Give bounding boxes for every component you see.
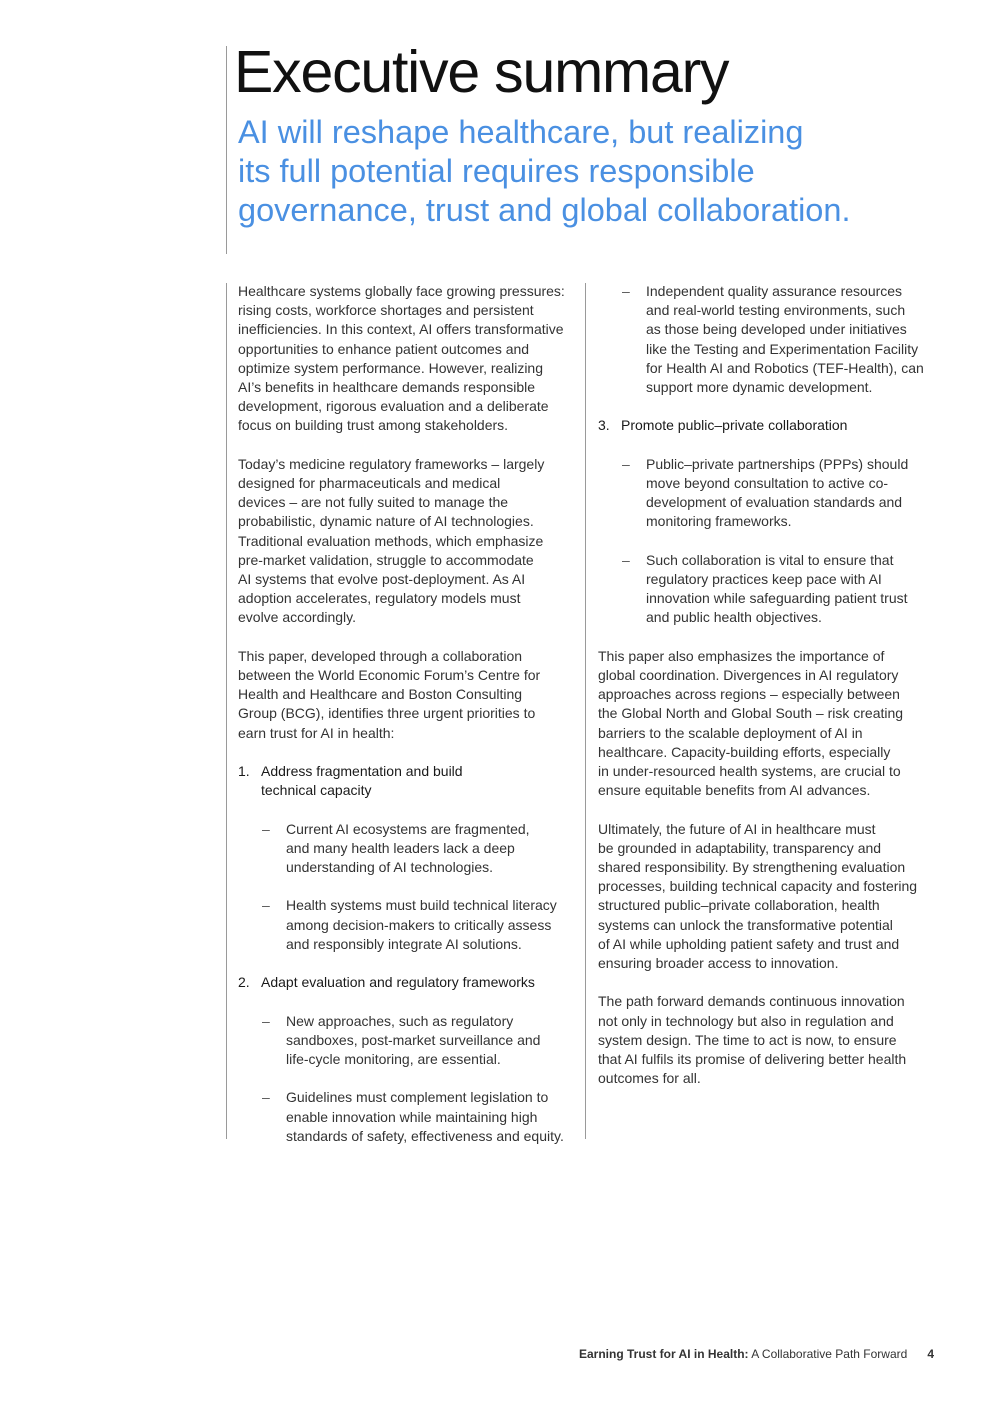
text-line: global coordination. Divergences in AI regulatory	[598, 667, 899, 683]
text-line: standards of safety, effectiveness and equity.	[286, 1127, 564, 1144]
text-line: evolve accordingly.	[238, 609, 357, 626]
text-line: and many health leaders lack a deep	[286, 839, 515, 856]
priority-heading-1	[238, 762, 574, 800]
text-line: Today’s medicine regulatory frameworks – largely	[238, 455, 545, 472]
text-line: sandboxes, post-market surveillance and	[286, 1031, 541, 1048]
text-line: systems can unlock the transformative potential	[598, 916, 893, 933]
text-line: outcomes for all.	[598, 1070, 701, 1087]
paragraph	[238, 647, 574, 743]
text-line: This paper also emphasizes the importance of	[598, 647, 885, 664]
text-line: focus on building trust among stakeholders.	[238, 417, 509, 434]
priority-heading-text	[261, 762, 463, 800]
text-line: Health and Healthcare and Boston Consulting	[238, 686, 523, 703]
paragraph	[598, 992, 934, 1088]
page-subtitle	[238, 113, 918, 230]
bullet-text	[646, 455, 908, 532]
text-line: This paper, developed through a collaboration	[238, 647, 523, 664]
bullet-item	[262, 896, 574, 954]
text-line: between the World Economic Forum’s Centre for	[238, 667, 541, 684]
text-line: innovation while safeguarding patient trust	[646, 590, 908, 607]
text-line: Traditional evaluation methods, which emphasize	[238, 532, 544, 549]
priority-number: 1.	[238, 763, 250, 780]
text-line: earn trust for AI in health:	[238, 724, 395, 741]
dash-marker: –	[262, 897, 270, 914]
bullet-text	[286, 1088, 564, 1146]
text-line: structured public–private collaboration, health	[598, 897, 880, 914]
bullet-text	[286, 896, 557, 954]
right-column	[598, 282, 934, 1108]
text-line: development of evaluation standards and	[646, 494, 903, 511]
text-line: Such collaboration is vital to ensure that	[646, 551, 894, 568]
dash-marker: –	[622, 551, 630, 568]
page-number: 4	[927, 1347, 934, 1361]
text-line: understanding of AI technologies.	[286, 859, 494, 876]
text-line: and responsibly integrate AI solutions.	[286, 935, 522, 952]
page-footer	[579, 1347, 934, 1361]
left-column	[238, 282, 574, 1165]
text-line: that AI fulfils its promise of delivering better health	[598, 1051, 907, 1068]
text-line: the Global North and Global South – risk creating	[598, 705, 904, 722]
column-rule-middle	[585, 283, 586, 1139]
text-line: move beyond consultation to active co-	[646, 475, 889, 491]
text-line: Current AI ecosystems are fragmented,	[286, 820, 530, 837]
bullet-item	[622, 551, 934, 628]
text-line: inefficiencies. In this context, AI offers transformative	[238, 321, 564, 338]
bullet-item	[262, 820, 574, 878]
footer-title-rest: A Collaborative Path Forward	[748, 1347, 908, 1361]
text-line: AI’s benefits in healthcare demands responsible	[238, 379, 536, 396]
dash-marker: –	[262, 820, 270, 837]
text-line: Group (BCG), identifies three urgent priorities to	[238, 705, 536, 722]
text-line: New approaches, such as regulatory	[286, 1012, 514, 1029]
text-line: for Health AI and Robotics (TEF-Health), can	[646, 359, 924, 376]
bullet-text	[286, 820, 530, 878]
priority-heading-text	[261, 973, 535, 992]
text-line: life-cycle monitoring, are essential.	[286, 1051, 501, 1068]
bullet-item	[622, 455, 934, 532]
column-rule-left	[226, 283, 227, 1139]
text-line: technical capacity	[261, 782, 372, 799]
text-line: Guidelines must complement legislation to	[286, 1089, 549, 1106]
text-line: healthcare. Capacity-building efforts, especially	[598, 743, 891, 760]
priority-heading-3	[598, 416, 934, 435]
paragraph	[598, 647, 934, 801]
text-line: among decision-makers to critically assess	[286, 916, 552, 933]
text-line: and real-world testing environments, such	[646, 302, 906, 319]
priority-number: 3.	[598, 417, 610, 434]
dash-marker: –	[262, 1089, 270, 1106]
text-line: Adapt evaluation and regulatory frameworks	[261, 974, 535, 991]
text-line: barriers to the scalable deployment of AI in	[598, 724, 863, 741]
text-line: devices – are not fully suited to manage the	[238, 494, 509, 511]
text-line: be grounded in adaptability, transparency and	[598, 839, 882, 856]
text-line: pre-market validation, struggle to accommodate	[238, 551, 534, 568]
paragraph	[238, 282, 574, 436]
paragraph	[238, 455, 574, 628]
subtitle-line: governance, trust and global collaboration.	[238, 192, 851, 228]
text-line: ensure equitable benefits from AI advances.	[598, 782, 871, 799]
text-line: designed for pharmaceuticals and medical	[238, 475, 501, 492]
paragraph	[598, 820, 934, 974]
text-line: adoption accelerates, regulatory models must	[238, 590, 521, 607]
text-line: The path forward demands continuous innovation	[598, 993, 905, 1010]
footer-title-bold: Earning Trust for AI in Health:	[578, 1347, 749, 1361]
text-line: Ultimately, the future of AI in healthcare must	[598, 820, 876, 837]
text-line: Address fragmentation and build	[261, 763, 463, 780]
priority-heading-text	[621, 416, 847, 435]
text-line: Healthcare systems globally face growing pressures:	[238, 283, 565, 299]
dash-marker: –	[262, 1012, 270, 1029]
text-line: in under-resourced health systems, are crucial to	[598, 763, 901, 780]
priority-number: 2.	[238, 974, 250, 991]
text-line: opportunities to enhance patient outcomes and	[238, 340, 530, 357]
bullet-text	[646, 282, 924, 397]
text-line: AI systems that evolve post-deployment. As AI	[238, 571, 526, 588]
bullet-text	[646, 551, 908, 628]
text-line: development, rigorous evaluation and a deliberate	[238, 398, 549, 415]
text-line: shared responsibility. By strengthening evaluation	[598, 859, 906, 876]
priority-heading-2	[238, 973, 574, 992]
text-line: probabilistic, dynamic nature of AI technologies.	[238, 513, 534, 530]
text-line: optimize system performance. However, realizing	[238, 359, 544, 376]
text-line: approaches across regions – especially between	[598, 686, 900, 703]
text-line: system design. The time to act is now, to ensure	[598, 1031, 897, 1048]
bullet-item	[262, 1088, 574, 1146]
text-line: regulatory practices keep pace with AI	[646, 571, 882, 587]
text-line: monitoring frameworks.	[646, 513, 792, 530]
text-line: enable innovation while maintaining high	[286, 1108, 538, 1125]
bullet-item	[262, 1012, 574, 1070]
text-line: Promote public–private collaboration	[621, 417, 848, 434]
text-line: processes, building technical capacity and fostering	[598, 878, 918, 895]
subtitle-line: its full potential requires responsible	[238, 153, 755, 189]
text-line: not only in technology but also in regulation and	[598, 1012, 894, 1029]
text-line: Public–private partnerships (PPPs) should	[646, 455, 909, 472]
text-line: as those being developed under initiatives	[646, 321, 907, 338]
title-rule	[226, 46, 227, 254]
dash-marker: –	[622, 455, 630, 472]
text-line: Health systems must build technical literacy	[286, 897, 557, 914]
text-line: like the Testing and Experimentation Facility	[646, 340, 919, 357]
dash-marker: –	[622, 283, 630, 299]
bullet-item	[622, 282, 934, 397]
subtitle-line: AI will reshape healthcare, but realizing	[238, 114, 804, 150]
text-line: and public health objectives.	[646, 609, 822, 626]
bullet-text	[286, 1012, 540, 1070]
page-title: Executive summary	[234, 39, 729, 105]
text-line: ensuring broader access to innovation.	[598, 955, 839, 972]
text-line: rising costs, workforce shortages and persistent	[238, 302, 534, 319]
text-line: Independent quality assurance resources	[646, 283, 903, 299]
text-line: support more dynamic development.	[646, 379, 873, 396]
text-line: of AI while upholding patient safety and trust and	[598, 935, 900, 952]
